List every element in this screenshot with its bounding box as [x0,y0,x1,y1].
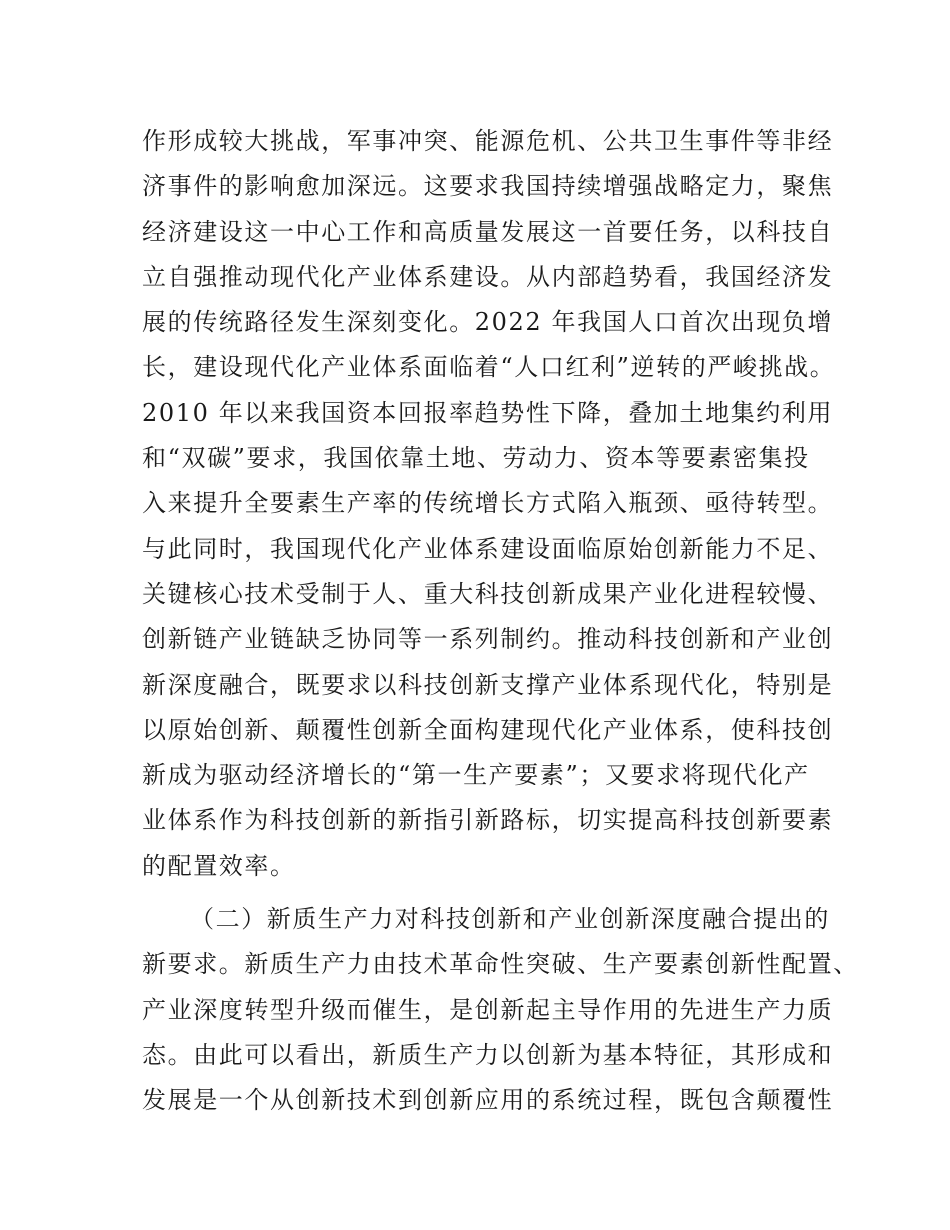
text-line: 发展是一个从创新技术到创新应用的系统过程，既包含颠覆性 [142,1086,834,1115]
text-line: 产业深度转型升级而催生，是创新起主导作用的先进生产力质 [142,995,834,1024]
text-line: 和“双碳”要求，我国依靠土地、劳动力、资本等要素密集投 [142,444,810,473]
text-line: 的配置效率。 [142,851,296,880]
text-line: 关键核心技术受制于人、重大科技创新成果产业化进程较慢、 [142,579,834,608]
text-line: 以原始创新、颠覆性创新全面构建现代化产业体系，使科技创 [142,715,834,744]
text-line: 入来提升全要素生产率的传统增长方式陷入瓶颈、亟待转型。 [142,489,834,518]
text-line: 新深度融合，既要求以科技创新支撑产业体系现代化，特别是 [142,670,834,699]
text-line: 态。由此可以看出，新质生产力以创新为基本特征，其形成和 [142,1040,834,1069]
text-line: 新成为驱动经济增长的“第一生产要素”；又要求将现代化产 [142,761,810,790]
text-line: 经济建设这一中心工作和高质量发展这一首要任务，以科技自 [142,217,834,246]
text-line: 与此同时，我国现代化产业体系建设面临原始创新能力不足、 [142,534,834,563]
paragraph-spacer [142,889,832,897]
text-line: 创新链产业链缺乏协同等一系列制约。推动科技创新和产业创 [142,625,834,654]
text-line: 济事件的影响愈加深远。这要求我国持续增强战略定力，聚焦 [142,172,834,201]
text-line: 作形成较大挑战，军事冲突、能源危机、公共卫生事件等非经 [142,127,834,155]
body-text [142,119,859,1124]
text-line: 立自强推动现代化产业体系建设。从内部趋势看，我国经济发 [142,262,834,291]
text-line: 新要求。新质生产力由技术革命性突破、生产要素创新性配置、 [142,950,859,979]
section-heading-line: （二）新质生产力对科技创新和产业创新深度融合提出的 [190,905,830,934]
text-line: 长，建设现代化产业体系面临着“人口红利”逆转的严峻挑战。 [142,353,836,382]
paragraph-1 [142,119,836,889]
text-line: 展的传统路径发生深刻变化。2022 年我国人口首次出现负增 [142,308,834,337]
paragraph-2 [142,897,859,1123]
text-line: 业体系作为科技创新的新指引新路标，切实提高科技创新要素 [142,806,834,835]
text-line: 2010 年以来我国资本回报率趋势性下降，叠加土地集约利用 [142,398,834,427]
